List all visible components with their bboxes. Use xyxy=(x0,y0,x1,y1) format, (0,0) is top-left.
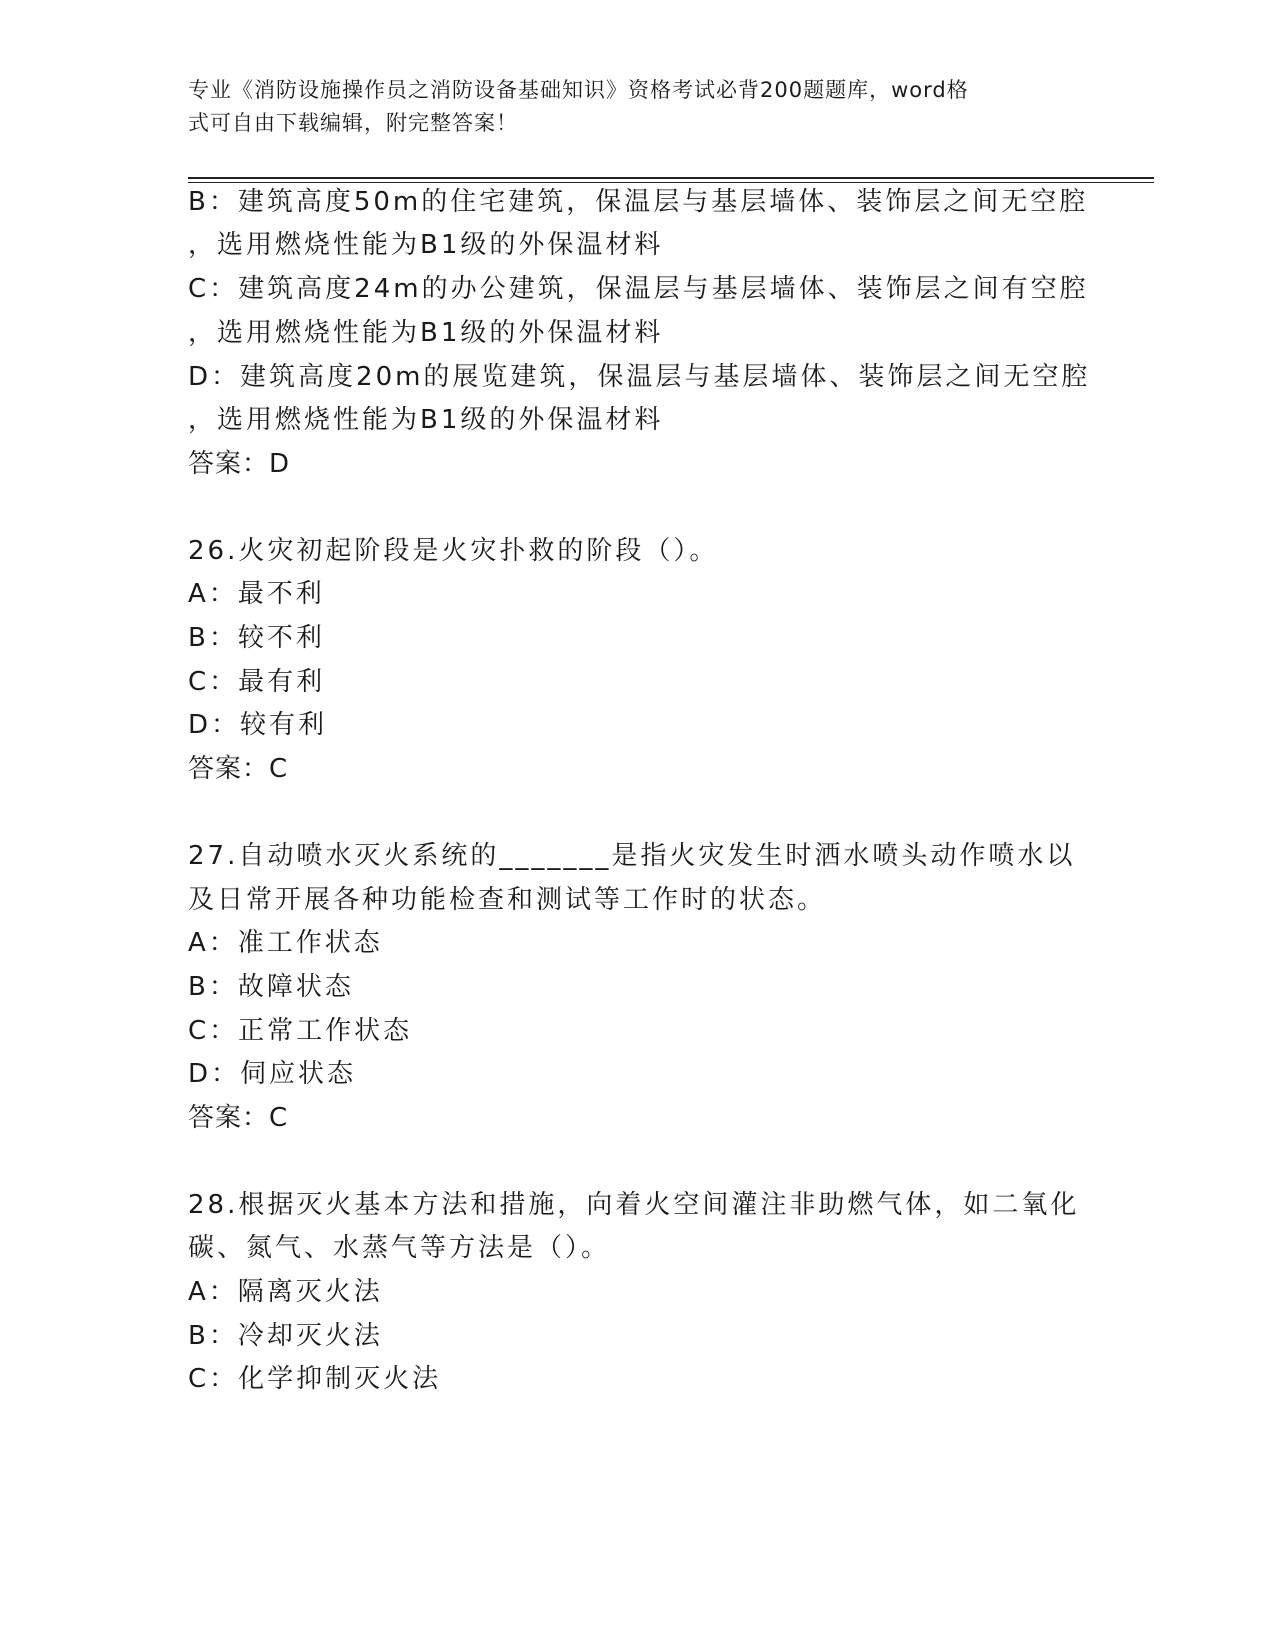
q26-option-d: D：较有利 xyxy=(188,710,328,740)
q26-answer: 答案：C xyxy=(188,754,289,784)
q25-option-c-line-2: ，选用燃烧性能为B1级的外保温材料 xyxy=(188,318,664,348)
document-header xyxy=(188,74,1068,140)
q28-option-c: C：化学抑制灭火法 xyxy=(188,1364,442,1394)
q27-option-c: C：正常工作状态 xyxy=(188,1016,413,1046)
q25-option-b-line-1: B：建筑高度50m的住宅建筑，保温层与基层墙体、装饰层之间无空腔 xyxy=(188,187,1089,217)
q28-option-b: B：冷却灭火法 xyxy=(188,1321,383,1351)
q26-option-a: A：最不利 xyxy=(188,579,325,609)
q25-option-d-line-2: ，选用燃烧性能为B1级的外保温材料 xyxy=(188,405,664,435)
q27-option-d: D：伺应状态 xyxy=(188,1059,357,1089)
header-line-1: 专业《消防设施操作员之消防设备基础知识》资格考试必背200题题库，word格 xyxy=(188,78,969,102)
q27-option-b: B：故障状态 xyxy=(188,972,354,1002)
q28-stem-line-1: 28.根据灭火基本方法和措施，向着火空间灌注非助燃气体，如二氧化 xyxy=(188,1190,1080,1220)
header-divider-thin xyxy=(188,182,1154,183)
q28-option-a: A：隔离灭火法 xyxy=(188,1277,383,1307)
q25-option-d-line-1: D：建筑高度20m的展览建筑，保温层与基层墙体、装饰层之间无空腔 xyxy=(188,362,1091,392)
q26-option-b: B：较不利 xyxy=(188,623,325,653)
q26-stem: 26.火灾初起阶段是火灾扑救的阶段（）。 xyxy=(188,536,719,566)
q27-stem-line-1: 27.自动喷水灭火系统的_______是指火灾发生时洒水喷头动作喷水以 xyxy=(188,841,1076,871)
q26-option-c: C：最有利 xyxy=(188,667,326,697)
header-line-2: 式可自由下载编辑，附完整答案！ xyxy=(188,111,518,135)
q25-option-b-line-2: ，选用燃烧性能为B1级的外保温材料 xyxy=(188,230,664,260)
header-divider-thick xyxy=(188,177,1154,179)
q27-stem-line-2: 及日常开展各种功能检查和测试等工作时的状态。 xyxy=(188,885,827,915)
q25-answer: 答案：D xyxy=(188,449,291,479)
q27-answer: 答案：C xyxy=(188,1103,289,1133)
q28-stem-line-2: 碳、氮气、水蒸气等方法是（）。 xyxy=(188,1233,611,1263)
q27-option-a: A：准工作状态 xyxy=(188,928,383,958)
q25-option-c-line-1: C：建筑高度24m的办公建筑，保温层与基层墙体、装饰层之间有空腔 xyxy=(188,274,1089,304)
